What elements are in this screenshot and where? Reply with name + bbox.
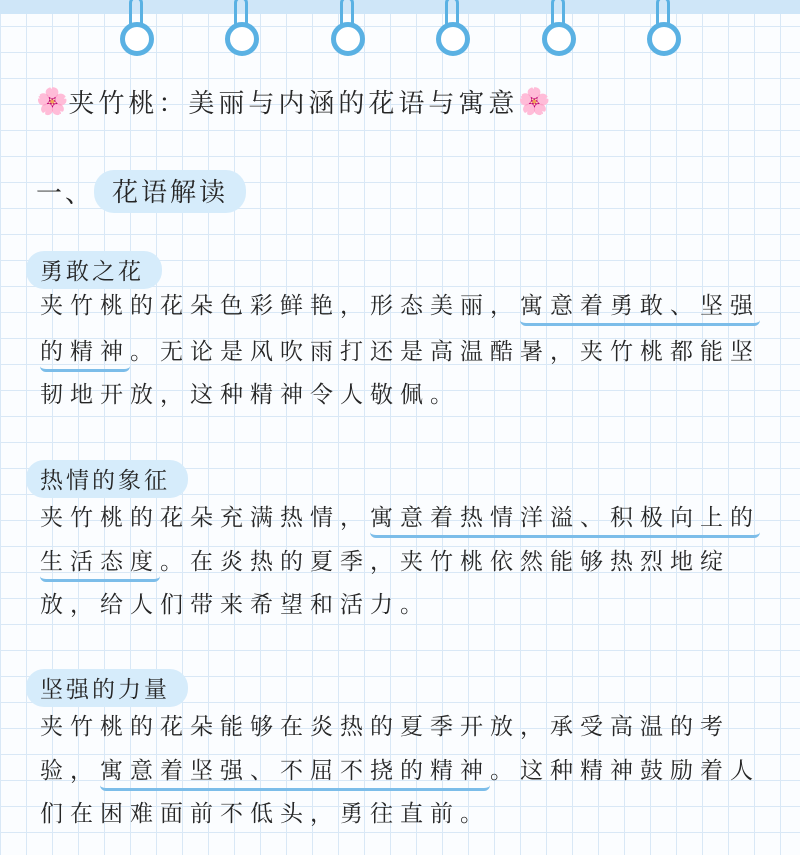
section-number: 一、 <box>36 179 95 209</box>
binder-ring-icon <box>540 0 578 58</box>
highlight-underline: 生活态度 <box>40 549 160 582</box>
paragraph-line: 放，给人们带来希望和活力。 <box>40 592 430 618</box>
binder-ring-icon <box>223 0 261 58</box>
cherry-blossom-icon: 🌸 <box>36 86 69 117</box>
binder-ring-icon <box>434 0 472 58</box>
section-heading <box>36 170 246 213</box>
page-title <box>36 83 551 120</box>
paragraph-line: 夹竹桃的花朵色彩鲜艳，形态美丽，寓意着勇敢、坚强 <box>40 288 760 324</box>
binder-ring-icon <box>645 0 683 58</box>
paragraph-line: 的精神。无论是风吹雨打还是高温酷暑，夹竹桃都能坚 <box>40 334 760 370</box>
highlight-underline: 寓意着勇敢、坚强 <box>520 293 760 326</box>
paragraph-line: 夹竹桃的花朵充满热情，寓意着热情洋溢、积极向上的 <box>40 500 760 536</box>
binder-ring-icon <box>329 0 367 58</box>
binder-ring-icon <box>118 0 156 58</box>
paragraph-line: 夹竹桃的花朵能够在炎热的夏季开放，承受高温的考 <box>40 714 730 740</box>
paragraph-line: 验，寓意着坚强、不屈不挠的精神。这种精神鼓励着人 <box>40 753 760 789</box>
paragraph-line: 韧地开放，这种精神令人敬佩。 <box>40 382 460 408</box>
block-heading-passion: 热情的象征 <box>26 460 188 498</box>
highlight-underline: 的精神 <box>40 339 130 372</box>
page-title-text: 夹竹桃：美丽与内涵的花语与寓意 <box>68 89 519 119</box>
highlight-underline: 寓意着坚强、不屈不挠的精神 <box>100 758 490 791</box>
section-label: 花语解读 <box>94 170 246 213</box>
cherry-blossom-icon: 🌸 <box>518 86 551 117</box>
highlight-underline: 寓意着热情洋溢、积极向上的 <box>370 505 760 538</box>
block-heading-strength: 坚强的力量 <box>26 669 188 707</box>
block-heading-brave: 勇敢之花 <box>26 251 162 289</box>
paragraph-line: 生活态度。在炎热的夏季，夹竹桃依然能够热烈地绽 <box>40 544 730 580</box>
paragraph-line: 们在困难面前不低头，勇往直前。 <box>40 801 490 827</box>
